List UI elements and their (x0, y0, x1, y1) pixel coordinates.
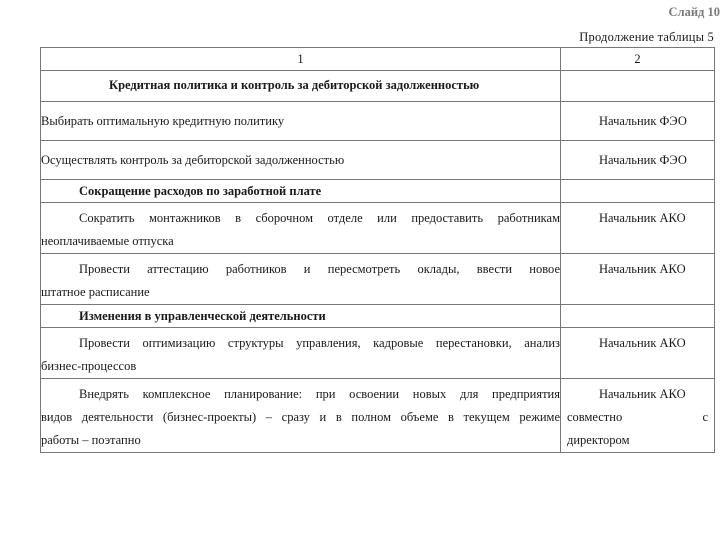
header-col-2: 2 (561, 48, 715, 71)
responsible-text: Начальник ФЭО (561, 141, 715, 180)
task-text: Осуществлять контроль за дебиторской задолженностью (41, 153, 345, 167)
section-title: Кредитная политика и контроль за дебиторской задолженностью (41, 71, 561, 102)
responsible-text: Начальник АКО (561, 254, 715, 305)
measures-table (40, 47, 715, 453)
task-text: Провести аттестацию работников и пересмотреть оклады, ввести новое штатное расписание (41, 254, 561, 305)
task-text: Внедрять комплексное планирование: при освоении новых для предприятия видов деятельности (бизнес-проекты) – сразу и в полном объеме в текущем режиме работы – поэтапно (41, 379, 561, 453)
responsible-text: Начальник АКО совместно с директором (561, 379, 715, 453)
responsible-text: Начальник АКО (561, 328, 715, 379)
table-header-row (41, 48, 715, 71)
table-row (41, 141, 715, 180)
header-col-1: 1 (41, 48, 561, 71)
section-title: Изменения в управленческой деятельности (41, 305, 561, 328)
table-continuation-caption: Продолжение таблицы 5 (579, 30, 714, 44)
task-text: Сократить монтажников в сборочном отделе или предоставить работникам неоплачиваемые отпуска (41, 203, 561, 254)
task-text: Провести оптимизацию структуры управления, кадровые перестановки, анализ бизнес-процессов (41, 328, 561, 379)
table-row (41, 328, 715, 379)
section-row (41, 180, 715, 203)
table-row (41, 102, 715, 141)
section-row (41, 71, 715, 102)
slide-number: Слайд 10 (668, 5, 720, 19)
section-title: Сокращение расходов по заработной плате (41, 180, 561, 203)
responsible-text: Начальник ФЭО (561, 102, 715, 141)
responsible-text: Начальник АКО (561, 203, 715, 254)
table-row (41, 254, 715, 305)
task-text: Выбирать оптимальную кредитную политику (41, 114, 285, 128)
table-row (41, 379, 715, 453)
table-row (41, 203, 715, 254)
section-row (41, 305, 715, 328)
